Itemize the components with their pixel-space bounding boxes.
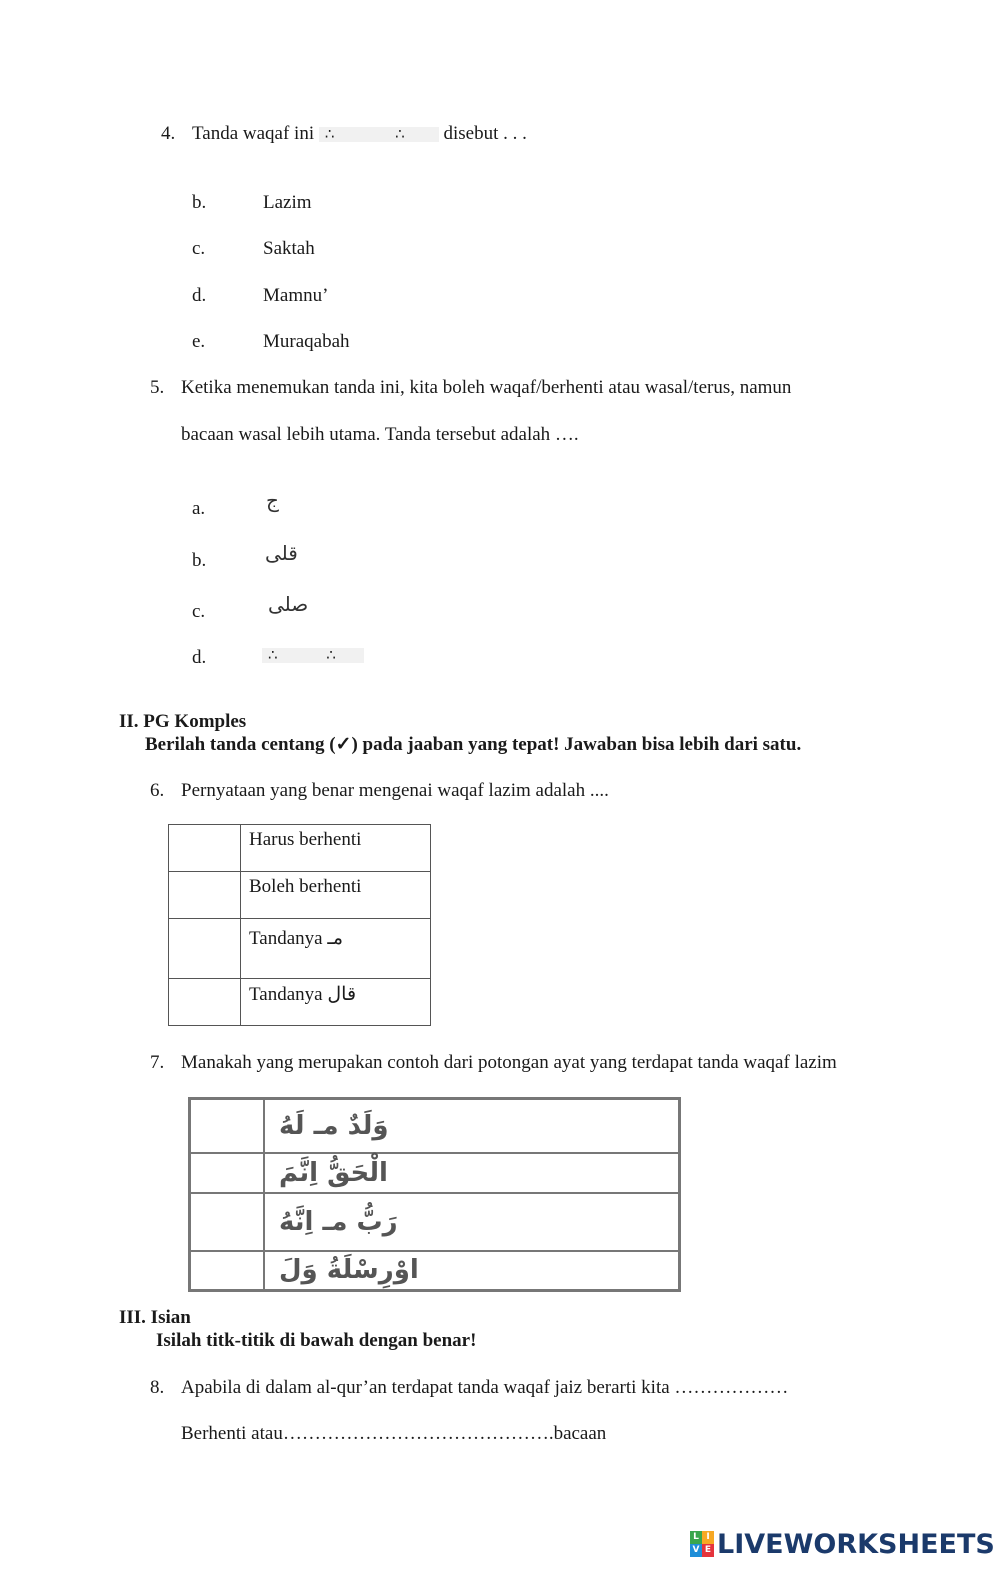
q7-ayat-fragment: الْحَقُّ اِنَّمَ [264,1153,680,1193]
q6-checkbox-3[interactable] [169,919,241,979]
table-row [190,1193,680,1251]
q6-answer-table [168,824,431,1026]
q8-number: 8. [150,1377,165,1398]
waqaf-qila-symbol: قلى [265,541,298,565]
q4-text-before: Tanda waqaf ini [192,123,315,144]
q7-checkbox-2[interactable] [190,1153,265,1193]
liveworksheets-logo-text: LIVEWORKSHEETS [717,1528,995,1560]
q6-number: 6. [150,780,165,801]
q4-option-letter: c. [192,238,206,259]
q4-option-letter: b. [192,192,207,213]
q6-checkbox-1[interactable] [169,825,241,872]
q5-line1: Ketika menemukan tanda ini, kita boleh waqaf/berhenti atau wasal/terus, namun [181,377,792,398]
q5-option-symbol-wrap [262,645,364,664]
section2-heading: II. PG Komples [119,711,247,732]
q7-checkbox-4[interactable] [190,1251,265,1291]
q5-line2: bacaan wasal lebih utama. Tanda tersebut adalah …. [181,424,579,445]
q4-text-after: disebut . . . [443,123,527,144]
q4-question [192,124,527,143]
q5-number: 5. [150,377,165,398]
logo-mark-i: I [702,1531,714,1544]
table-row [190,1251,680,1291]
logo-mark-v: V [690,1544,702,1557]
q7-ayat-fragment: وَلَدٌ مـ لَهُ [264,1099,680,1153]
q4-option-letter: d. [192,285,207,306]
liveworksheets-logo-mark [690,1531,714,1557]
q5-option-letter: c. [192,601,206,622]
waqaf-jaiz-symbol: ج [266,488,279,512]
logo-mark-e: E [702,1544,714,1557]
section2-instruction: Berilah tanda centang (✓) pada jaaban yang tepat! Jawaban bisa lebih dari satu. [145,734,802,755]
q7-ayat-fragment: اوْرِسْلَةُ وَلَ [264,1251,680,1291]
q4-option-text: Lazim [263,192,312,213]
q6-checkbox-4[interactable] [169,979,241,1026]
section3-instruction: Isilah titk-titik di bawah dengan benar! [156,1330,477,1351]
q6-option-label: Tandanya مـ [241,919,431,979]
table-row [169,919,431,979]
q4-option-text: Mamnu’ [263,285,329,306]
waqaf-muanaqah-symbol: ∴ ∴ [262,648,364,663]
q7-checkbox-1[interactable] [190,1099,265,1153]
waqaf-sila-symbol: صلى [268,592,309,616]
q5-option-letter: b. [192,550,207,571]
q8-line2: Berhenti atau…………………………………….bacaan [181,1423,607,1444]
q6-option-label: Tandanya قال [241,979,431,1026]
table-row [190,1153,680,1193]
waqaf-muanaqah-symbol: ∴ ∴ [319,127,439,142]
q7-text: Manakah yang merupakan contoh dari potongan ayat yang terdapat tanda waqaf lazim [181,1052,837,1073]
q6-option-label: Harus berhenti [241,825,431,872]
table-row [169,825,431,872]
liveworksheets-logo [690,1528,995,1560]
q5-option-letter: a. [192,498,206,519]
q6-text: Pernyataan yang benar mengenai waqaf lazim adalah .... [181,780,609,801]
logo-mark-l: L [690,1531,702,1544]
q7-number: 7. [150,1052,165,1073]
q7-answer-table [188,1097,681,1292]
q7-ayat-fragment: رَبُّ مـ اِنَّهُ [264,1193,680,1251]
table-row [169,979,431,1026]
q4-number: 4. [161,123,176,144]
q7-checkbox-3[interactable] [190,1193,265,1251]
q6-option-label: Boleh berhenti [241,872,431,919]
table-row [190,1099,680,1153]
section3-heading: III. Isian [119,1307,191,1328]
q5-option-letter: d. [192,647,207,668]
q6-checkbox-2[interactable] [169,872,241,919]
q4-option-letter: e. [192,331,206,352]
q4-option-text: Saktah [263,238,315,259]
q8-line1: Apabila di dalam al-qur’an terdapat tanda waqaf jaiz berarti kita ……………… [181,1377,789,1398]
table-row [169,872,431,919]
q4-option-text: Muraqabah [263,331,350,352]
